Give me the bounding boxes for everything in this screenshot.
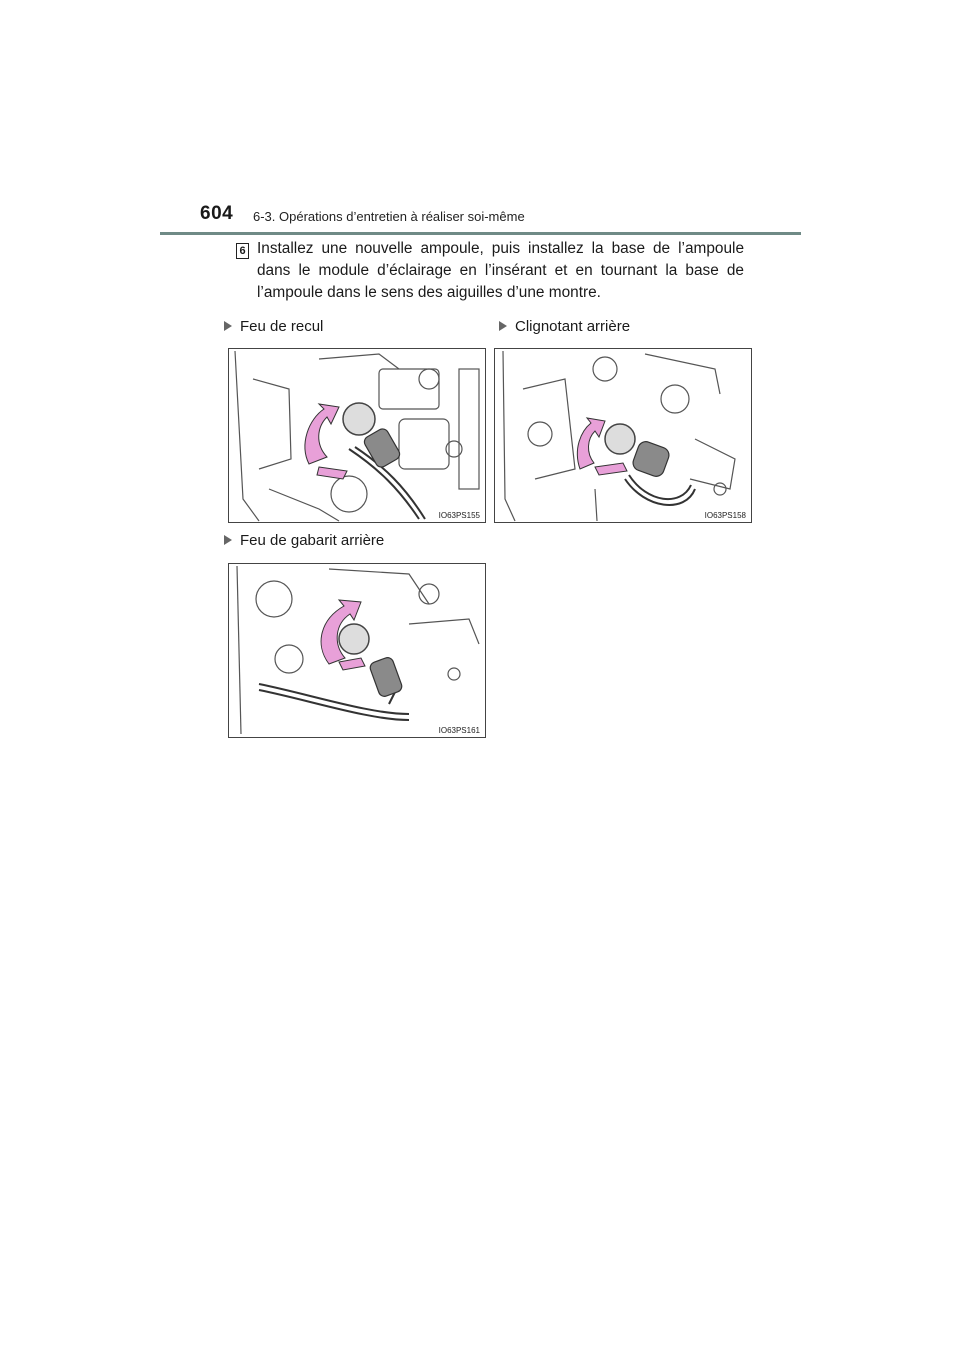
figure-code: IO63PS158 <box>704 511 746 520</box>
bullet-arrow-icon <box>224 535 232 545</box>
step-instruction: Installez une nouvelle ampoule, puis installez la base de l’ampoule dans le module d’éclairage en l’insérant et en tournant la base de l’ampoule dans le sens des aiguilles d’une montre. <box>257 240 744 301</box>
caption-text: Clignotant arrière <box>515 318 631 335</box>
figure-rear-side-marker <box>228 563 486 738</box>
caption-rear-turn-signal <box>499 318 630 336</box>
caption-text: Feu de recul <box>240 318 324 335</box>
caption-backup-light <box>224 318 323 336</box>
section-title: 6-3. Opérations d’entretien à réaliser soi-même <box>253 209 525 224</box>
caption-text: Feu de gabarit arrière <box>240 532 385 549</box>
step-number-badge: 6 <box>236 243 249 259</box>
bullet-arrow-icon <box>499 321 507 331</box>
header-rule <box>160 232 801 235</box>
bulb-install-illustration <box>495 349 751 522</box>
bulb-install-illustration <box>229 564 485 737</box>
bulb-install-illustration <box>229 349 485 522</box>
bullet-arrow-icon <box>224 321 232 331</box>
figure-rear-turn-signal <box>494 348 752 523</box>
figure-code: IO63PS155 <box>438 511 480 520</box>
figure-backup-light <box>228 348 486 523</box>
page-number: 604 <box>200 203 234 224</box>
figure-code: IO63PS161 <box>438 726 480 735</box>
caption-rear-side-marker <box>224 532 384 550</box>
